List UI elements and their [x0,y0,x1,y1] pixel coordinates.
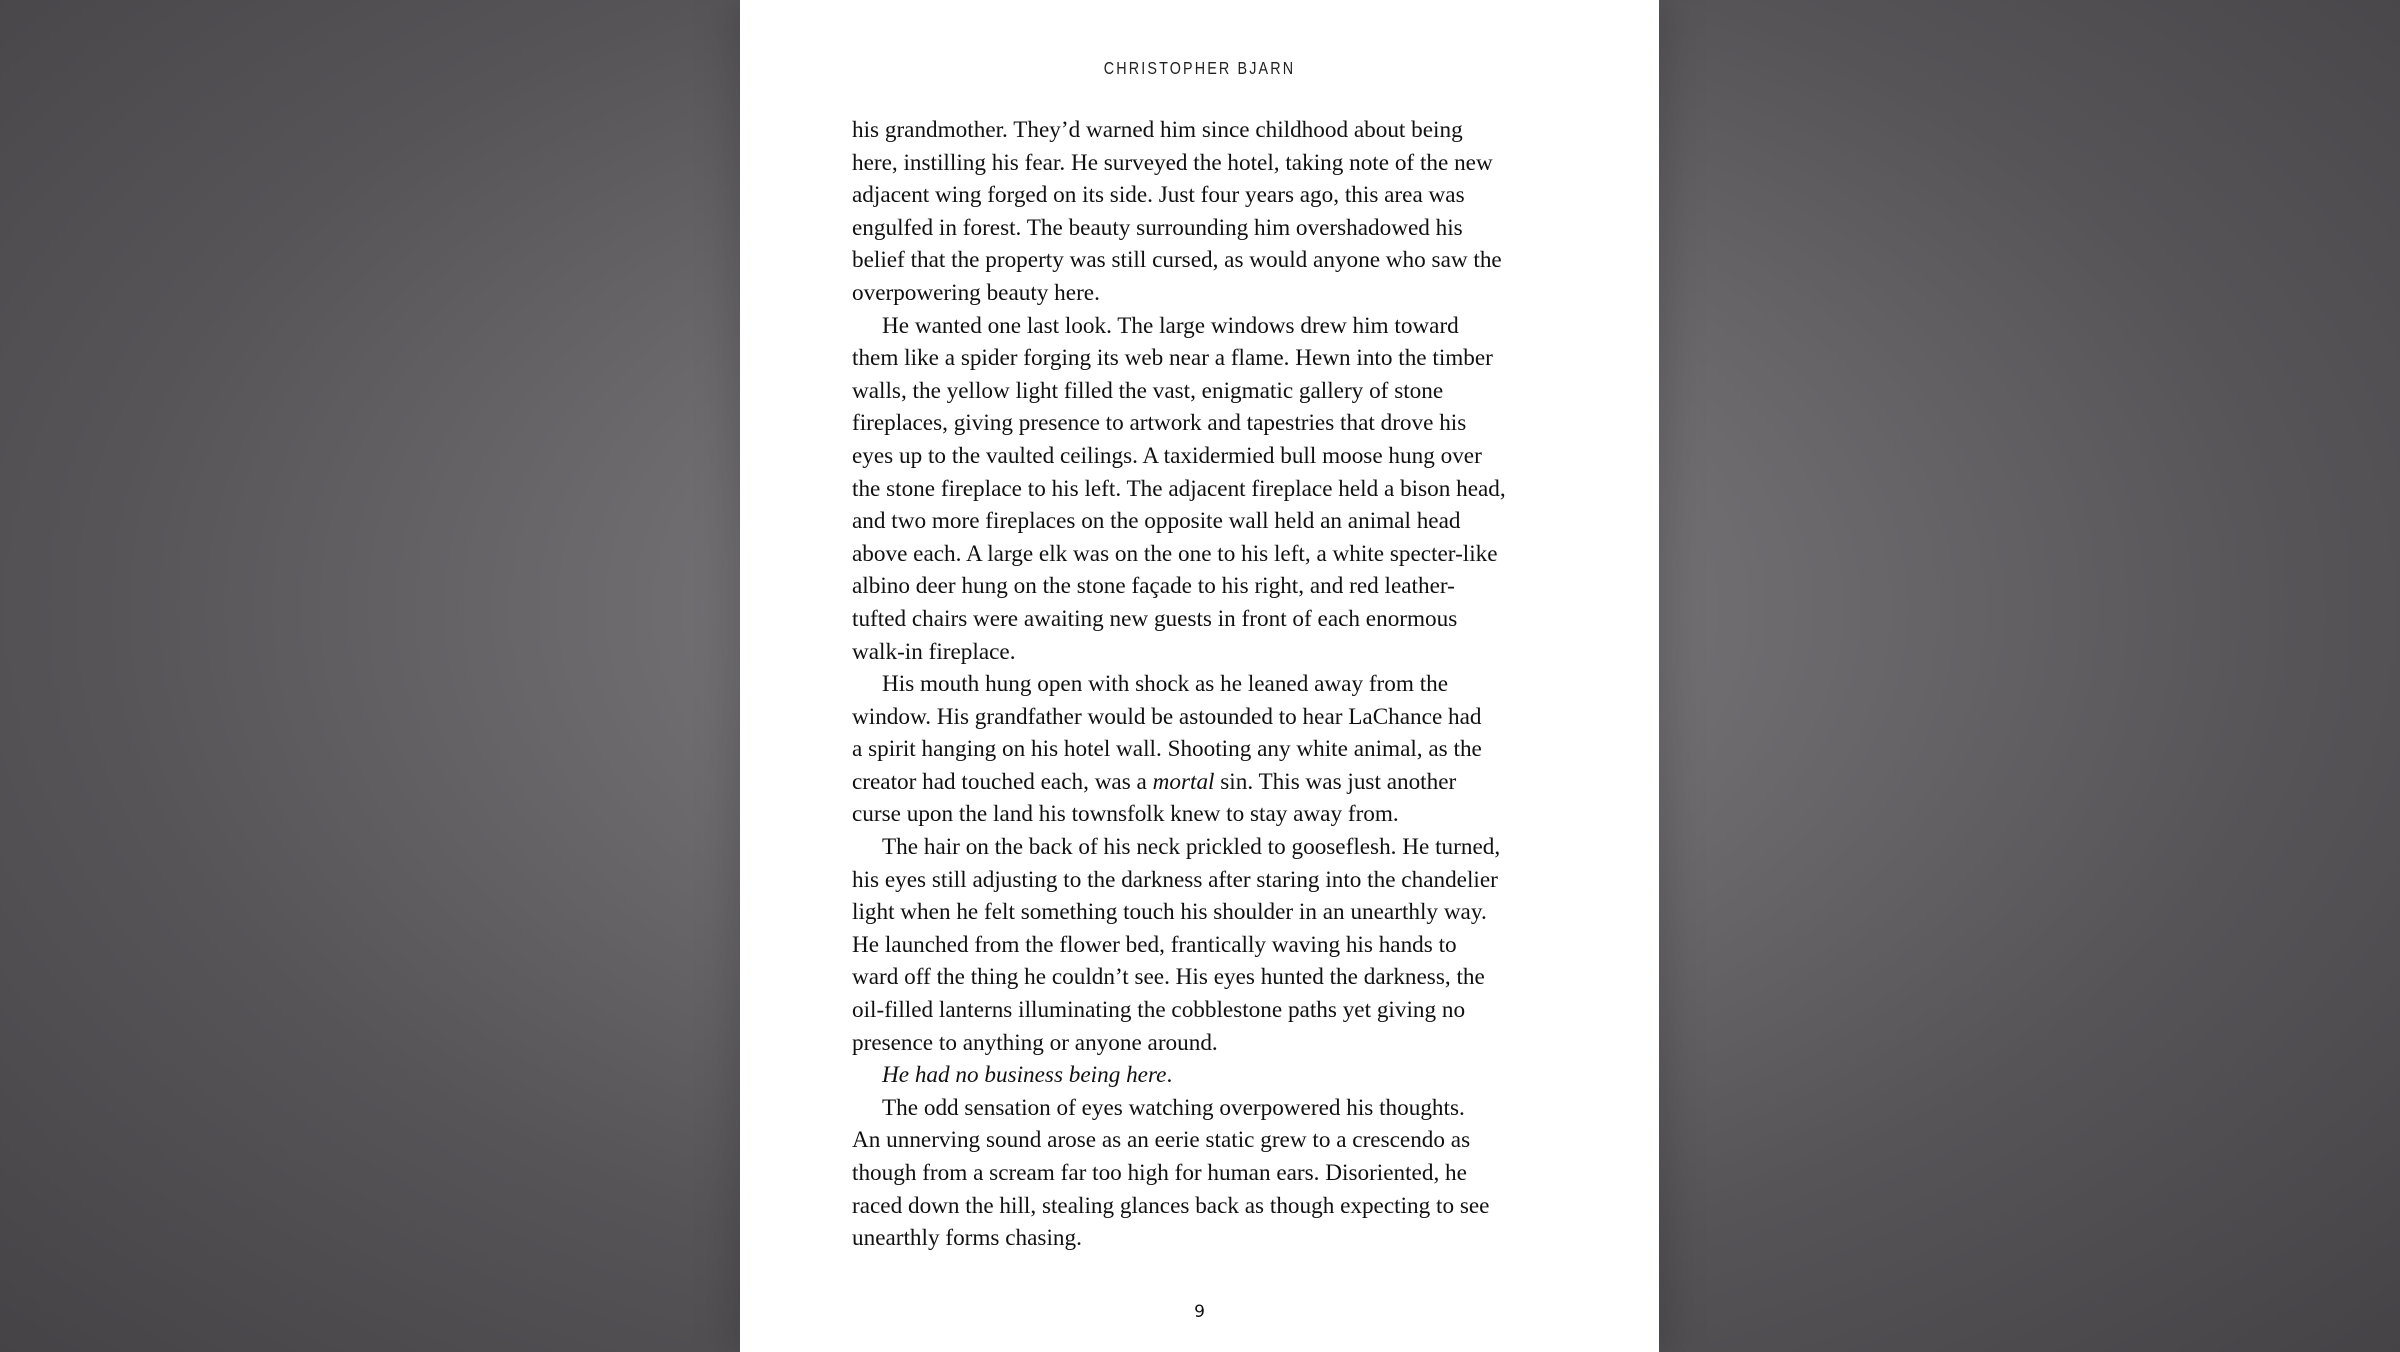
text-line: raced down the hill, stealing glances back as though expecting to see [852,1192,1490,1219]
text-line: overpowering beauty here. [852,279,1100,306]
text-line: here, instilling his fear. He surveyed the hotel, taking note of the new [852,149,1493,176]
text-line: curse upon the land his townsfolk knew to stay away from. [852,801,1399,828]
italic-run: mortal [1152,768,1215,795]
text-line: presence to anything or anyone around. [852,1029,1218,1056]
text-line: He wanted one last look. The large windows drew him toward [882,312,1459,339]
text-line: He launched from the flower bed, frantically waving his hands to [852,931,1457,958]
text-line: tufted chairs were awaiting new guests in front of each enormous [852,605,1458,632]
text-run: . [1166,1062,1173,1089]
text-line: fireplaces, giving presence to artwork and tapestries that drove his [852,410,1467,437]
text-line: His mouth hung open with shock as he leaned away from the [882,671,1449,698]
text-line: albino deer hung on the stone façade to his right, and red leather- [852,573,1455,600]
text-line: them like a spider forging its web near a flame. Hewn into the timber [852,345,1493,372]
text-line: walls, the yellow light filled the vast, enigmatic gallery of stone [852,377,1444,404]
text-line: the stone fireplace to his left. The adjacent fireplace held a bison head, [852,475,1506,502]
text-line: and two more fireplaces on the opposite wall held an animal head [852,508,1461,535]
text-line: unearthly forms chasing. [852,1225,1082,1252]
text-line: oil-filled lanterns illuminating the cobblestone paths yet giving no [852,997,1466,1024]
text-line: above each. A large elk was on the one to his left, a white specter-like [852,540,1498,567]
text-line: The hair on the back of his neck prickled to gooseflesh. He turned, [882,834,1501,861]
text-run: creator had touched each, was a [852,768,1153,795]
text-line: adjacent wing forged on its side. Just four years ago, this area was [852,182,1465,209]
running-head: CHRISTOPHER BJARN [1103,58,1296,78]
text-line: belief that the property was still cursed, as would anyone who saw the [852,247,1502,274]
text-line: light when he felt something touch his shoulder in an unearthly way. [852,899,1487,926]
text-line: his grandmother. They’d warned him since childhood about being [852,117,1463,143]
page-number: 9 [1194,1302,1205,1322]
text-line: ward off the thing he couldn’t see. His eyes hunted the darkness, the [852,964,1485,991]
text-line: a spirit hanging on his hotel wall. Shooting any white animal, as the [852,736,1482,763]
text-line: window. His grandfather would be astounded to hear LaChance had [852,703,1482,730]
text-run: sin. This was just another [1214,768,1457,795]
text-line: engulfed in forest. The beauty surrounding him overshadowed his [852,214,1463,241]
book-page [740,0,1659,1352]
text-line: walk-in fireplace. [852,638,1016,665]
text-line: his eyes still adjusting to the darkness after staring into the chandelier [852,866,1498,893]
text-line: The odd sensation of eyes watching overpowered his thoughts. [882,1094,1465,1121]
text-line [852,766,1568,799]
text-line: An unnerving sound arose as an eerie static grew to a crescendo as [852,1127,1471,1154]
text-line [852,1059,1568,1092]
text-line: though from a scream far too high for human ears. Disoriented, he [852,1160,1467,1186]
text-line: eyes up to the vaulted ceilings. A taxidermied bull moose hung over [852,442,1482,469]
italic-run: He had no business being here [882,1062,1167,1089]
body-text [852,114,1568,1255]
